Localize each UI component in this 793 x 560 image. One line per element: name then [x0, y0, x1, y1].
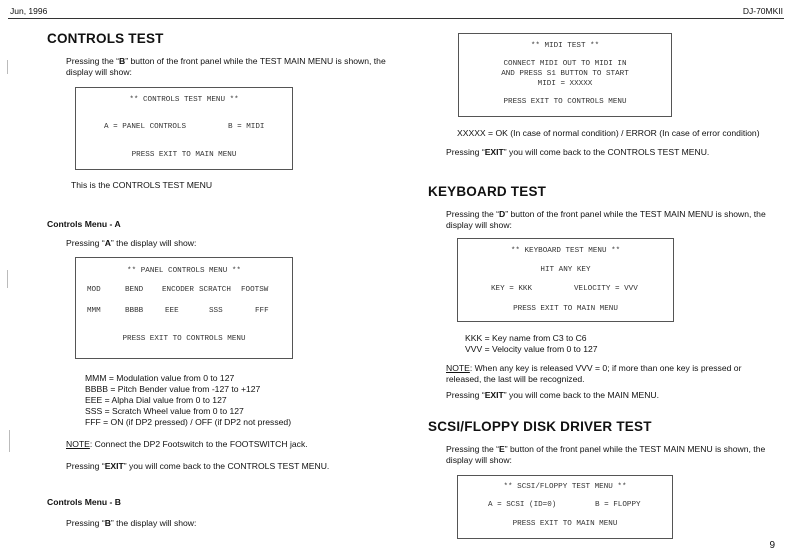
- display-line: PRESS EXIT TO CONTROLS MENU: [122, 335, 246, 343]
- display-line: ** PANEL CONTROLS MENU **: [127, 267, 241, 275]
- display-line: PRESS EXIT TO MAIN MENU: [513, 305, 618, 313]
- display-label: MOD: [87, 286, 101, 294]
- display-line: PRESS EXIT TO MAIN MENU: [512, 520, 618, 528]
- keyboard-exit: Pressing “EXIT” you will come back to the MAIN MENU.: [446, 390, 660, 400]
- legend-item: FFF = ON (if DP2 pressed) / OFF (if DP2 not pressed): [85, 417, 292, 427]
- display-line: PRESS EXIT TO CONTROLS MENU: [503, 98, 627, 106]
- display-line: B = FLOPPY: [595, 501, 641, 509]
- display-value: EEE: [165, 307, 179, 315]
- controls-test-title: CONTROLS TEST: [47, 31, 164, 46]
- display-line: ** CONTROLS TEST MENU **: [129, 96, 239, 104]
- display-label: ENCODER: [162, 286, 194, 294]
- display-value: MMM: [87, 307, 101, 315]
- scsi-test-title: SCSI/FLOPPY DISK DRIVER TEST: [428, 419, 652, 434]
- keyboard-test-intro: Pressing the “D” button of the front panel while the TEST MAIN MENU is shown, the display will show:: [446, 209, 766, 230]
- keyboard-test-title: KEYBOARD TEST: [428, 184, 547, 199]
- midi-result: XXXXX = OK (In case of normal condition) / ERROR (In case of error condition): [457, 128, 760, 138]
- keyboard-note: NOTE: When any key is released VVV = 0; if more than one key is pressed or released, the last will be recognized.: [446, 363, 742, 384]
- midi-test-display: [458, 33, 672, 117]
- legend-item: MMM = Modulation value from 0 to 127: [85, 373, 235, 383]
- display-line: ** SCSI/FLOPPY TEST MENU **: [503, 483, 627, 491]
- legend-item: BBBB = Pitch Bender value from -127 to +127: [85, 384, 261, 394]
- controls-test-display: [75, 87, 293, 170]
- display-line: KEY = KKK: [491, 285, 533, 293]
- display-line: CONNECT MIDI OUT TO MIDI IN: [503, 60, 627, 68]
- binding-mark: [9, 430, 10, 452]
- display-line: A = SCSI (ID=0): [488, 501, 557, 509]
- midi-exit: Pressing “EXIT” you will come back to the CONTROLS TEST MENU.: [446, 147, 710, 157]
- display-line: VELOCITY = VVV: [574, 285, 638, 293]
- menu-a-intro: Pressing “A” the display will show:: [66, 238, 197, 248]
- display-value: FFF: [255, 307, 269, 315]
- menu-a-exit: Pressing “EXIT” you will come back to the CONTROLS TEST MENU.: [66, 461, 330, 471]
- header-rule: [8, 18, 784, 19]
- display-line: ** MIDI TEST **: [530, 42, 600, 50]
- display-line: B = MIDI: [228, 123, 265, 131]
- controls-test-caption: This is the CONTROLS TEST MENU: [71, 180, 213, 190]
- header-date: Jun, 1996: [10, 6, 48, 16]
- binding-mark: [7, 60, 8, 74]
- legend-item: KKK = Key name from C3 to C6: [465, 333, 587, 343]
- display-value: BBBB: [125, 307, 144, 315]
- menu-b-title: Controls Menu - B: [47, 497, 121, 507]
- display-line: MIDI = XXXXX: [537, 80, 593, 88]
- panel-controls-display: [75, 257, 293, 359]
- display-value: SSS: [209, 307, 223, 315]
- display-line: HIT ANY KEY: [540, 266, 591, 274]
- controls-test-intro: Pressing the “B” button of the front panel while the TEST MAIN MENU is shown, the display will show:: [66, 56, 386, 77]
- display-label: BEND: [125, 286, 144, 294]
- binding-mark: [7, 270, 8, 288]
- scsi-test-intro: Pressing the “E” button of the front panel while the TEST MAIN MENU is shown, the display will show:: [446, 444, 766, 465]
- display-line: ** KEYBOARD TEST MENU **: [510, 247, 621, 255]
- display-label: SCRATCH: [199, 286, 231, 294]
- keyboard-legend: [465, 333, 598, 355]
- legend-item: EEE = Alpha Dial value from 0 to 127: [85, 395, 227, 405]
- display-line: PRESS EXIT TO MAIN MENU: [131, 151, 237, 159]
- display-label: FOOTSW: [241, 286, 269, 294]
- scsi-test-display: [457, 475, 673, 539]
- page-number: 9: [769, 540, 775, 551]
- header-model: DJ-70MKII: [742, 6, 783, 16]
- menu-b-intro: Pressing “B” the display will show:: [66, 518, 197, 528]
- menu-a-title: Controls Menu - A: [47, 219, 121, 229]
- menu-a-note: NOTE: Connect the DP2 Footswitch to the FOOTSWITCH jack.: [66, 439, 308, 449]
- display-line: A = PANEL CONTROLS: [104, 123, 187, 131]
- legend-item: SSS = Scratch Wheel value from 0 to 127: [85, 406, 244, 416]
- keyboard-test-display: [457, 238, 674, 322]
- menu-a-legend: [85, 373, 291, 428]
- legend-item: VVV = Velocity value from 0 to 127: [465, 344, 598, 354]
- display-line: AND PRESS S1 BUTTON TO START: [501, 70, 629, 78]
